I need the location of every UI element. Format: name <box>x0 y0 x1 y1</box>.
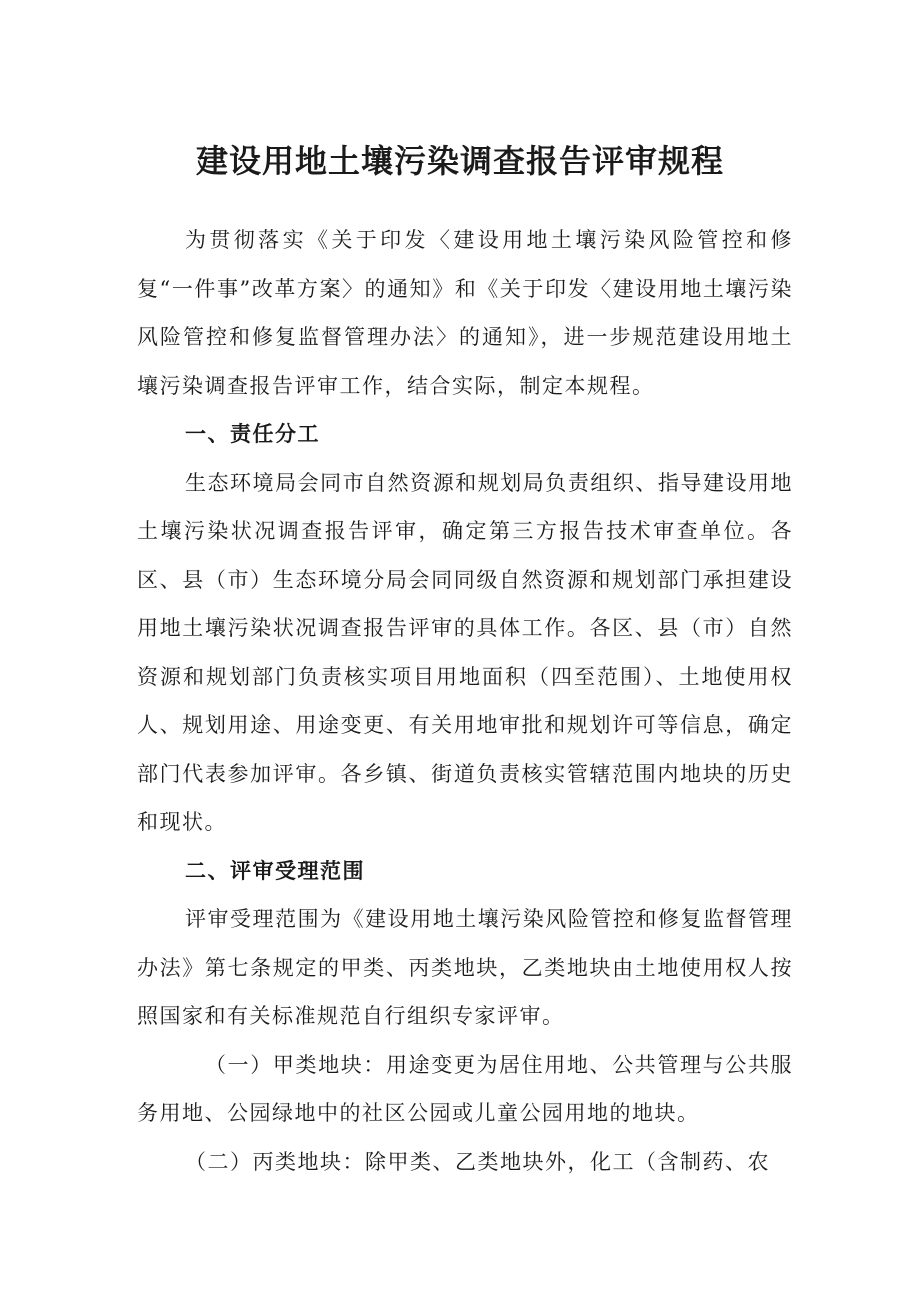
section-paragraph-responsibility: 生态环境局会同市自然资源和规划局负责组织、指导建设用地土壤污染状况调查报告评审，确定第三方报告技术审查单位。各区、县（市）生态环境分局会同同级自然资源和规划部门承担建设用地土壤污染状况调查报告评审的具体工作。各区、县（市）自然资源和规划部门负责核实项目用地面积（四至范围）、土地使用权人、规划用途、用途变更、有关用地审批和规划许可等信息，确定部门代表参加评审。各乡镇、街道负责核实管辖范围内地块的历史和现状。 <box>137 470 793 834</box>
document-body <box>137 216 793 1186</box>
intro-paragraph: 为贯彻落实《关于印发〈建设用地土壤污染风险管控和修复“一件事”改革方案〉的通知》和《关于印发〈建设用地土壤污染风险管控和修复监督管理办法〉的通知》，进一步规范建设用地土壤污染调查报告评审工作，结合实际，制定本规程。 <box>137 228 793 398</box>
page-title: 建设用地土壤污染调查报告评审规程 <box>195 142 724 180</box>
section-heading-scope: 二、评审受理范围 <box>185 858 365 883</box>
list-item-class-a: （一）甲类地块：用途变更为居住用地、公共管理与公共服务用地、公园绿地中的社区公园或儿童公园用地的地块。 <box>137 1052 793 1125</box>
list-item-class-c: （二）丙类地块：除甲类、乙类地块外，化工（含制药、农 <box>185 1149 770 1174</box>
section-paragraph-scope: 评审受理范围为《建设用地土壤污染风险管控和修复监督管理办法》第七条规定的甲类、丙类地块，乙类地块由土地使用权人按照国家和有关标准规范自行组织专家评审。 <box>137 907 793 1028</box>
section-heading-responsibility: 一、责任分工 <box>185 422 320 446</box>
